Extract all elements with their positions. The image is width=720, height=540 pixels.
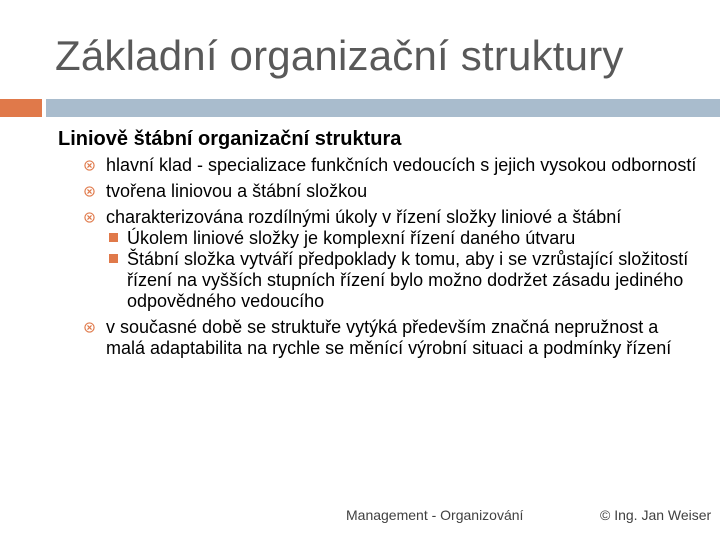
slide-title: Základní organizační struktury — [55, 32, 624, 79]
bullet-list — [82, 155, 702, 364]
square-bullet-icon — [109, 233, 118, 242]
footer-course: Management - Organizování — [346, 507, 524, 523]
slide-subtitle: Liniově štábní organizační struktura — [58, 128, 402, 150]
list-item-text: tvořena liniovou a štábní složkou — [106, 181, 368, 201]
list-item-text: charakterizována rozdílnými úkoly v řízení složky liniové a štábní — [106, 207, 622, 227]
square-bullet-icon — [109, 254, 118, 263]
circled-x-bullet-icon — [84, 322, 95, 333]
accent-bar-blue — [46, 99, 720, 117]
list-item — [82, 155, 702, 176]
sub-list-item-text: Úkolem liniové složky je komplexní řízení daného útvaru — [127, 228, 576, 248]
list-item — [82, 317, 702, 359]
sub-list-item — [106, 249, 702, 312]
accent-bar-orange — [0, 99, 42, 117]
list-item-text: v současné době se struktuře vytýká především značná nepružnost a malá adaptabilita na rychle se měnící výrobní situaci a podmínky řízení — [106, 317, 672, 358]
list-item — [82, 181, 702, 202]
sub-list — [106, 228, 702, 312]
list-item — [82, 207, 702, 312]
circled-x-bullet-icon — [84, 186, 95, 197]
sub-list-item — [106, 228, 702, 249]
circled-x-bullet-icon — [84, 160, 95, 171]
sub-list-item-text: Štábní složka vytváří předpoklady k tomu, aby i se vzrůstající složitostí řízení na vyšších stupních řízení bylo možno dodržet zásadu jediného odpovědného vedoucího — [127, 249, 689, 311]
circled-x-bullet-icon — [84, 212, 95, 223]
footer-author: © Ing. Jan Weiser — [600, 507, 712, 523]
list-item-text: hlavní klad - specializace funkčních vedoucích s jejich vysokou odborností — [106, 155, 697, 175]
